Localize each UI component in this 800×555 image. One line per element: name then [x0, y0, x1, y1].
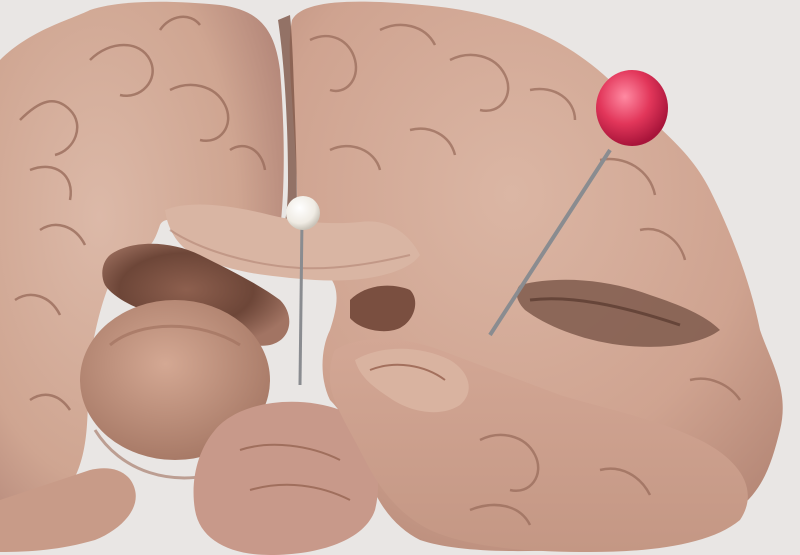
white-pin-shaft — [300, 220, 302, 385]
red-pin-head — [596, 70, 668, 146]
white-pin-head — [286, 196, 320, 230]
